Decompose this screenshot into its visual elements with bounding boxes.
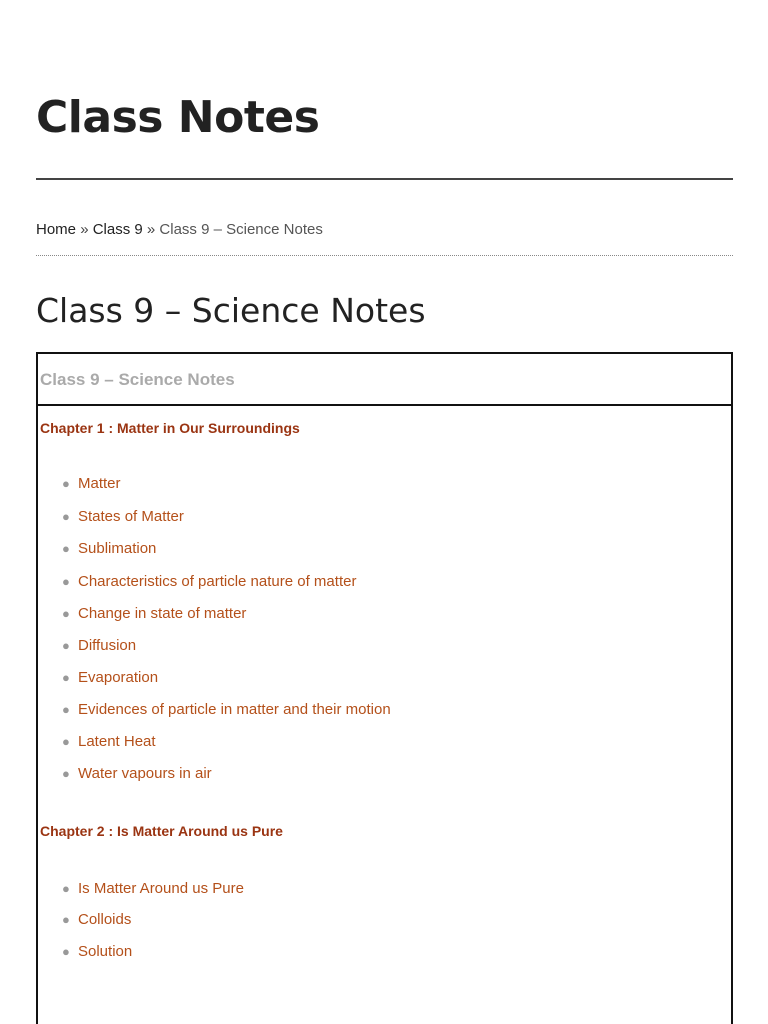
topic-link[interactable]: ● Is Matter Around us Pure	[62, 880, 244, 897]
bullet-icon: ●	[62, 881, 70, 896]
breadcrumb-home-link[interactable]: Home	[36, 221, 77, 238]
chapter-2-topic-list	[40, 879, 731, 962]
topic-link[interactable]: ● Colloids	[62, 911, 132, 928]
site-title[interactable]: Class Notes	[36, 92, 320, 143]
chapter-1-topic-list	[40, 474, 731, 784]
topic-link[interactable]: ● Sublimation	[62, 540, 157, 557]
page-title: Class 9 – Science Notes	[36, 291, 426, 330]
chapter-title-2[interactable]: Chapter 2 : Is Matter Around us Pure	[40, 823, 283, 839]
bullet-icon: ●	[62, 670, 70, 685]
bullet-icon: ●	[62, 766, 70, 781]
topic-link[interactable]: ● Evidences of particle in matter and their motion	[62, 701, 391, 718]
topic-link[interactable]: ● Change in state of matter	[62, 605, 247, 622]
breadcrumb-separator: »	[146, 221, 156, 238]
chapter-title-1[interactable]: Chapter 1 : Matter in Our Surroundings	[40, 420, 300, 436]
topic-link[interactable]: ● Solution	[62, 943, 133, 960]
bullet-icon: ●	[62, 509, 70, 524]
topic-link[interactable]: ● Water vapours in air	[62, 765, 212, 782]
bullet-icon: ●	[62, 574, 70, 589]
table-body	[38, 418, 731, 962]
bullet-icon: ●	[62, 912, 70, 927]
topic-link[interactable]: ● States of Matter	[62, 508, 184, 525]
bullet-icon: ●	[62, 734, 70, 749]
topic-link[interactable]: ● Evaporation	[62, 669, 159, 686]
bullet-icon: ●	[62, 638, 70, 653]
bullet-icon: ●	[62, 702, 70, 717]
breadcrumb-current: Class 9 – Science Notes	[159, 221, 323, 238]
breadcrumb-separator: »	[80, 221, 89, 238]
table-header: Class 9 – Science Notes	[38, 354, 731, 406]
breadcrumb	[36, 220, 323, 240]
notes-table	[36, 352, 733, 1024]
topic-link[interactable]: ● Matter	[62, 475, 121, 492]
topic-link[interactable]: ● Characteristics of particle nature of matter	[62, 573, 357, 590]
bullet-icon: ●	[62, 476, 70, 491]
topic-link[interactable]: ● Diffusion	[62, 637, 137, 654]
breadcrumb-class-link[interactable]: Class 9	[92, 221, 143, 238]
bullet-icon: ●	[62, 606, 70, 621]
breadcrumb-divider	[36, 255, 733, 256]
bullet-icon: ●	[62, 944, 70, 959]
title-divider	[36, 178, 733, 180]
topic-link[interactable]: ● Latent Heat	[62, 733, 156, 750]
bullet-icon: ●	[62, 541, 70, 556]
